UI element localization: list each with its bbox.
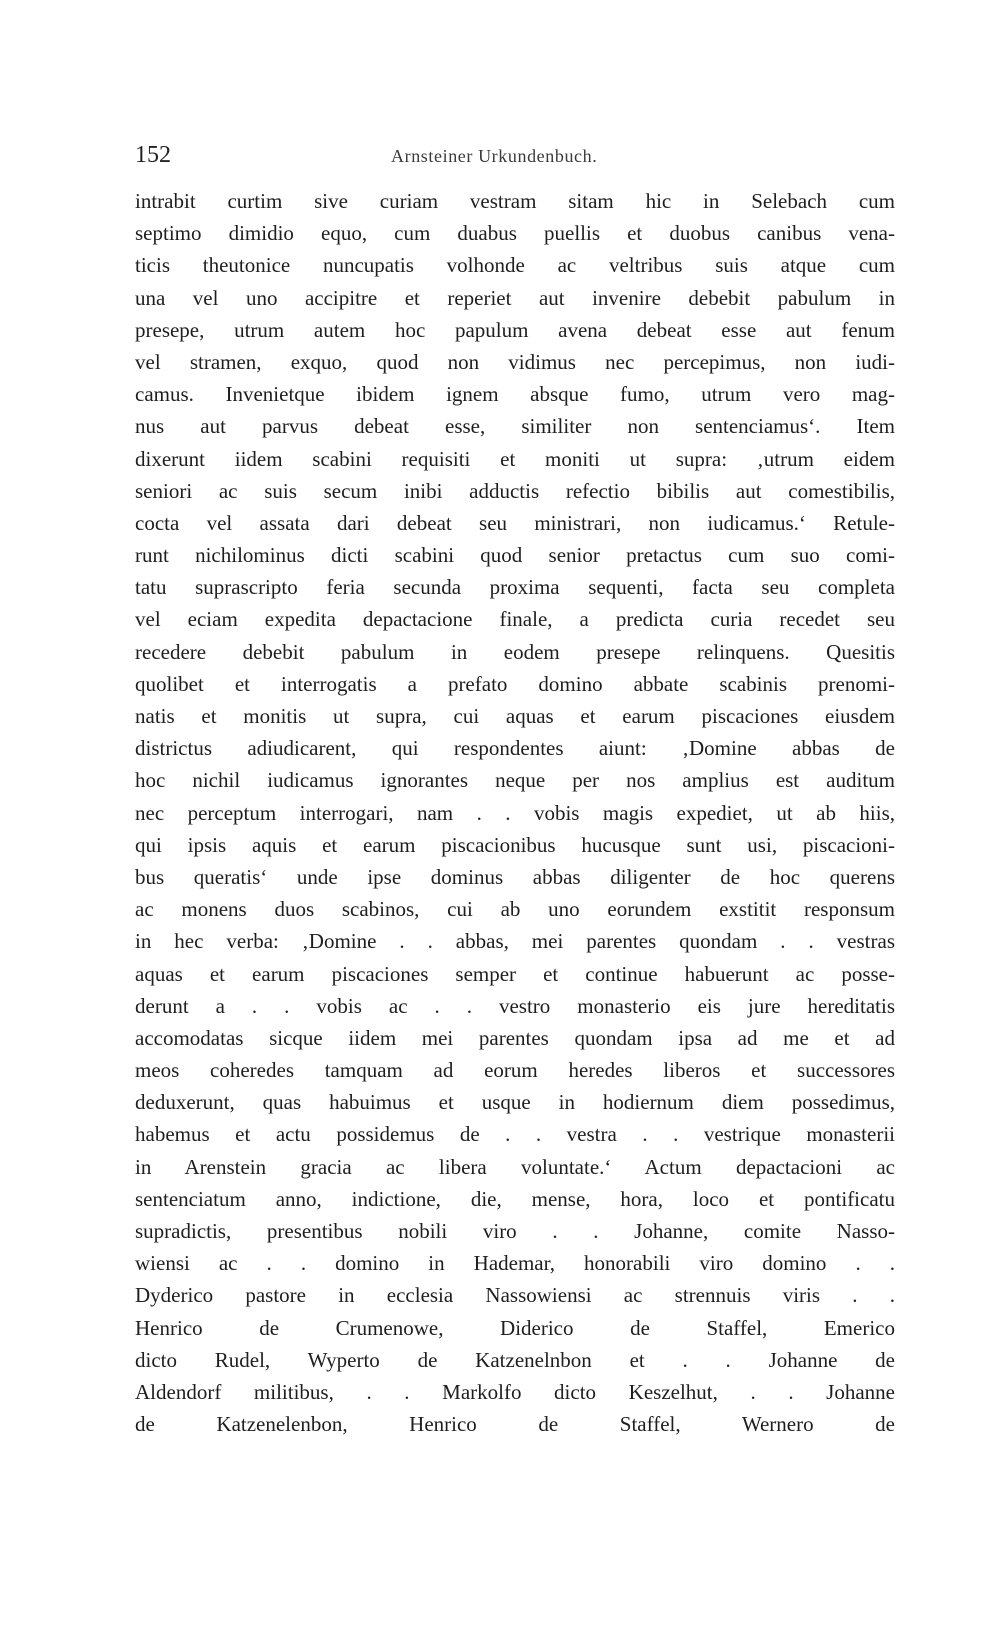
text-line: districtus adiudicarent, qui respondentes aiunt: ‚Domine abbas de [135, 736, 895, 761]
text-line: aquas et earum piscaciones semper et continue habuerunt ac posse- [135, 961, 895, 986]
text-line: recedere debebit pabulum in eodem presepe relinquens. Quesitis [135, 639, 895, 664]
text-line: runt nichilominus dicti scabini quod senior pretactus cum suo comi- [135, 543, 895, 568]
text-line: hoc nichil iudicamus ignorantes neque per nos amplius est auditum [135, 768, 895, 793]
text-line: habemus et actu possidemus de . . vestra . . vestrique monasterii [135, 1122, 895, 1147]
text-line: vel eciam expedita depactacione finale, a predicta curia recedet seu [135, 607, 895, 632]
text-line: presepe, utrum autem hoc papulum avena debeat esse aut fenum [135, 317, 895, 342]
text-line: wiensi ac . . domino in Hademar, honorabili viro domino . . [135, 1251, 895, 1276]
text-line: ticis theutonice nuncupatis volhonde ac veltribus suis atque cum [135, 253, 895, 278]
text-line: cocta vel assata dari debeat seu ministrari, non iudicamus.‘ Retule- [135, 510, 895, 535]
text-line: deduxerunt, quas habuimus et usque in hodiernum diem possedimus, [135, 1090, 895, 1115]
text-line: sentenciatum anno, indictione, die, mense, hora, loco et pontificatu [135, 1186, 895, 1211]
text-line: bus queratis‘ unde ipse dominus abbas diligenter de hoc querens [135, 864, 895, 889]
text-line: dicto Rudel, Wyperto de Katzenelnbon et . . Johanne de [135, 1347, 895, 1372]
body-text [135, 185, 895, 1440]
text-line: dixerunt iidem scabini requisiti et moniti ut supra: ‚utrum eidem [135, 446, 895, 471]
text-line: vel stramen, exquo, quod non vidimus nec percepimus, non iudi- [135, 349, 895, 374]
page-number: 152 [135, 142, 171, 168]
text-line: derunt a . . vobis ac . . vestro monasterio eis jure hereditatis [135, 993, 895, 1018]
text-line: in Arenstein gracia ac libera voluntate.‘ Actum depactacioni ac [135, 1154, 895, 1179]
text-line: qui ipsis aquis et earum piscacionibus hucusque sunt usi, piscacioni- [135, 832, 895, 857]
text-line: de Katzenelenbon, Henrico de Staffel, Wernero de [135, 1412, 895, 1437]
text-line: supradictis, presentibus nobili viro . . Johanne, comite Nasso- [135, 1219, 895, 1243]
text-line: Dyderico pastore in ecclesia Nassowiensi ac strennuis viris . . [135, 1283, 895, 1308]
text-line: intrabit curtim sive curiam vestram sitam hic in Selebach cum [135, 189, 895, 213]
text-line: camus. Invenietque ibidem ignem absque fumo, utrum vero mag- [135, 382, 895, 407]
text-line: Aldendorf militibus, . . Markolfo dicto Keszelhut, . . Johanne [135, 1379, 895, 1404]
text-line: natis et monitis ut supra, cui aquas et earum piscaciones eiusdem [135, 704, 895, 728]
running-title: Arnsteiner Urkundenbuch. [391, 146, 598, 166]
text-line: Henrico de Crumenowe, Diderico de Staffel, Emerico [135, 1315, 895, 1340]
running-head [135, 138, 895, 172]
text-line: septimo dimidio equo, cum duabus puellis et duobus canibus vena- [135, 221, 895, 246]
text-line: nec perceptum interrogari, nam . . vobis magis expediet, ut ab hiis, [135, 800, 895, 825]
text-line: quolibet et interrogatis a prefato domino abbate scabinis prenomi- [135, 671, 895, 696]
text-line: seniori ac suis secum inibi adductis refectio bibilis aut comestibilis, [135, 478, 895, 503]
text-line: nus aut parvus debeat esse, similiter non sentenciamus‘. Item [135, 414, 895, 439]
text-line: in hec verba: ‚Domine . . abbas, mei parentes quondam . . vestras [135, 929, 895, 954]
text-line: una vel uno accipitre et reperiet aut invenire debebit pabulum in [135, 285, 895, 310]
text-line: accomodatas sicque iidem mei parentes quondam ipsa ad me et ad [135, 1025, 895, 1050]
text-line: ac monens duos scabinos, cui ab uno eorundem exstitit responsum [135, 897, 895, 922]
text-line: tatu suprascripto feria secunda proxima sequenti, facta seu completa [135, 575, 895, 600]
text-line: meos coheredes tamquam ad eorum heredes liberos et successores [135, 1058, 895, 1083]
